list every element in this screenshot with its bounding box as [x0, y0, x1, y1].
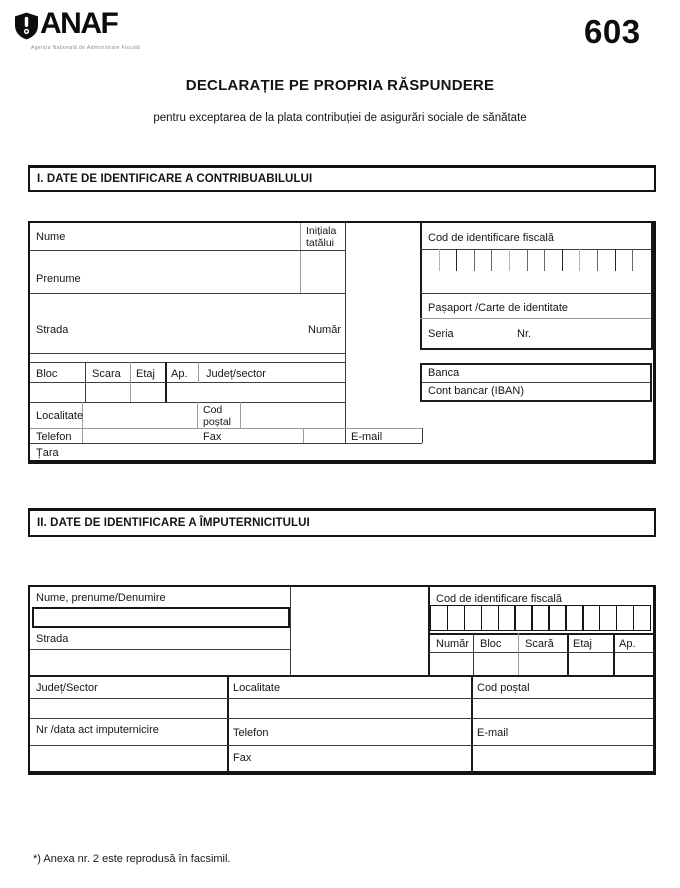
field-label-prenume: Prenume	[36, 273, 81, 285]
cif-cell[interactable]	[439, 249, 457, 271]
cif-cell[interactable]	[597, 249, 615, 271]
form-title: DECLARAȚIE PE PROPRIA RĂSPUNDERE	[185, 77, 495, 94]
cif-cell[interactable]	[548, 605, 566, 631]
divider	[30, 745, 653, 746]
divider	[30, 293, 345, 294]
divider	[30, 675, 653, 677]
field-label-cif: Cod de identificare fiscală	[436, 593, 562, 605]
field-label-nr-act-imputernicire: Nr /data act imputernicire	[36, 724, 159, 736]
divider	[300, 223, 301, 293]
field-label-nume: Nume	[36, 231, 66, 243]
field-label-nr: Nr.	[517, 328, 532, 340]
divider	[518, 633, 519, 675]
divider	[428, 633, 653, 635]
cif-cell[interactable]	[422, 249, 439, 271]
divider	[345, 223, 346, 443]
field-label-seria: Seria	[428, 328, 454, 340]
cif-cell[interactable]	[474, 249, 492, 271]
divider	[420, 293, 651, 294]
divider	[227, 675, 229, 771]
field-label-telefon: Telefon	[233, 727, 269, 739]
field-label-email: E-mail	[477, 727, 509, 739]
cif-cell[interactable]	[544, 249, 562, 271]
field-label-bloc: Bloc	[36, 368, 58, 380]
section1-body	[28, 221, 656, 464]
cif-cell[interactable]	[632, 249, 650, 271]
cif-cell[interactable]	[491, 249, 509, 271]
cif-cell[interactable]	[615, 249, 633, 271]
cif-cell[interactable]	[514, 605, 532, 631]
divider	[30, 698, 653, 699]
divider	[428, 652, 653, 653]
divider	[30, 402, 345, 403]
field-label-etaj: Etaj	[573, 638, 592, 650]
logo-subtext: Agenția Națională de Administrare Fiscală	[31, 45, 141, 51]
field-label-strada: Strada	[36, 633, 69, 645]
divider	[428, 587, 430, 675]
section1-heading	[28, 165, 656, 192]
field-label-scara: Scară	[525, 638, 554, 650]
section2-heading	[28, 508, 656, 537]
field-label-banca: Banca	[428, 367, 460, 379]
divider	[473, 633, 474, 675]
cif-cell[interactable]	[464, 605, 482, 631]
cif-cell[interactable]	[531, 605, 549, 631]
field-label-judet-sector: Județ/Sector	[36, 682, 98, 694]
field-label-telefon: Telefon	[36, 431, 72, 443]
footer-note: *) Anexa nr. 2 este reprodusă în facsimil.	[33, 853, 231, 865]
form-number: 603	[584, 13, 641, 50]
divider	[30, 718, 653, 719]
divider	[422, 382, 650, 383]
divider	[471, 675, 473, 771]
cif-cell[interactable]	[562, 249, 580, 271]
field-label-ap: Ap.	[619, 638, 636, 650]
logo-wordmark: ANAF	[40, 7, 118, 40]
cif-cell[interactable]	[599, 605, 617, 631]
section1-heading-label: I. DATE DE IDENTIFICARE A CONTRIBUABILULUI	[37, 173, 313, 185]
field-label-iban: Cont bancar (IBAN)	[428, 385, 524, 397]
field-label-judet-sector: Județ/sector	[206, 368, 266, 380]
form-subtitle: pentru exceptarea de la plata contribuției de asigurări sociale de sănătate	[153, 112, 527, 124]
cif-cell[interactable]	[481, 605, 499, 631]
cif-cell[interactable]	[527, 249, 545, 271]
divider	[85, 362, 86, 402]
divider	[303, 428, 304, 443]
divider	[30, 250, 345, 251]
cif-cell[interactable]	[430, 605, 448, 631]
field-label-initiala-tatalui: Inițiala tatălui	[306, 225, 337, 249]
divider	[130, 362, 131, 402]
section2-heading-label: II. DATE DE IDENTIFICARE A ÎMPUTERNICITULUI	[37, 517, 310, 529]
cif-cell[interactable]	[582, 605, 600, 631]
cif-cell[interactable]	[447, 605, 465, 631]
cif-cell[interactable]	[565, 605, 583, 631]
divider	[30, 353, 345, 354]
cif-cell[interactable]	[456, 249, 474, 271]
email-field[interactable]	[345, 428, 422, 443]
field-label-bloc: Bloc	[480, 638, 502, 650]
divider	[420, 348, 653, 350]
field-label-strada: Strada	[36, 324, 69, 336]
field-label-numar: Număr	[308, 324, 342, 336]
divider	[651, 223, 653, 348]
divider	[198, 362, 199, 383]
divider	[290, 587, 291, 675]
cif-cell[interactable]	[633, 605, 651, 631]
field-label-ap: Ap.	[171, 368, 188, 380]
section2-body	[28, 585, 656, 775]
field-label-cif: Cod de identificare fiscală	[428, 232, 554, 244]
field-label-email: E-mail	[351, 431, 383, 443]
divider	[30, 649, 290, 650]
field-label-cod-postal: Cod poștal	[203, 404, 232, 428]
cif-input-cells[interactable]	[430, 605, 651, 631]
field-label-cod-postal: Cod poștal	[477, 682, 530, 694]
divider	[420, 223, 422, 348]
cif-input-cells[interactable]	[422, 249, 650, 271]
nume-denumire-input[interactable]	[32, 607, 290, 628]
cif-cell[interactable]	[579, 249, 597, 271]
shield-icon	[15, 12, 38, 45]
field-label-nume-denumire: Nume, prenume/Denumire	[36, 592, 166, 604]
field-label-scara: Scara	[92, 368, 121, 380]
divider	[165, 362, 167, 402]
divider	[420, 318, 651, 319]
field-label-pasaport: Pașaport /Carte de identitate	[428, 302, 569, 314]
divider	[613, 633, 615, 675]
field-label-tara: Țara	[36, 447, 59, 459]
anaf-logo	[15, 7, 118, 45]
cif-cell[interactable]	[509, 249, 527, 271]
divider	[30, 382, 345, 383]
divider	[197, 402, 198, 428]
field-label-localitate: Localitate	[233, 682, 281, 694]
field-label-etaj: Etaj	[136, 368, 155, 380]
divider	[567, 633, 569, 675]
divider	[30, 362, 345, 363]
field-label-fax: Fax	[203, 431, 222, 443]
divider	[422, 428, 423, 443]
field-label-fax: Fax	[233, 752, 252, 764]
cif-cell[interactable]	[498, 605, 516, 631]
field-label-localitate: Localitate	[36, 410, 84, 422]
cif-cell[interactable]	[616, 605, 634, 631]
banca-box[interactable]	[420, 363, 652, 402]
field-label-numar: Număr	[436, 638, 470, 650]
